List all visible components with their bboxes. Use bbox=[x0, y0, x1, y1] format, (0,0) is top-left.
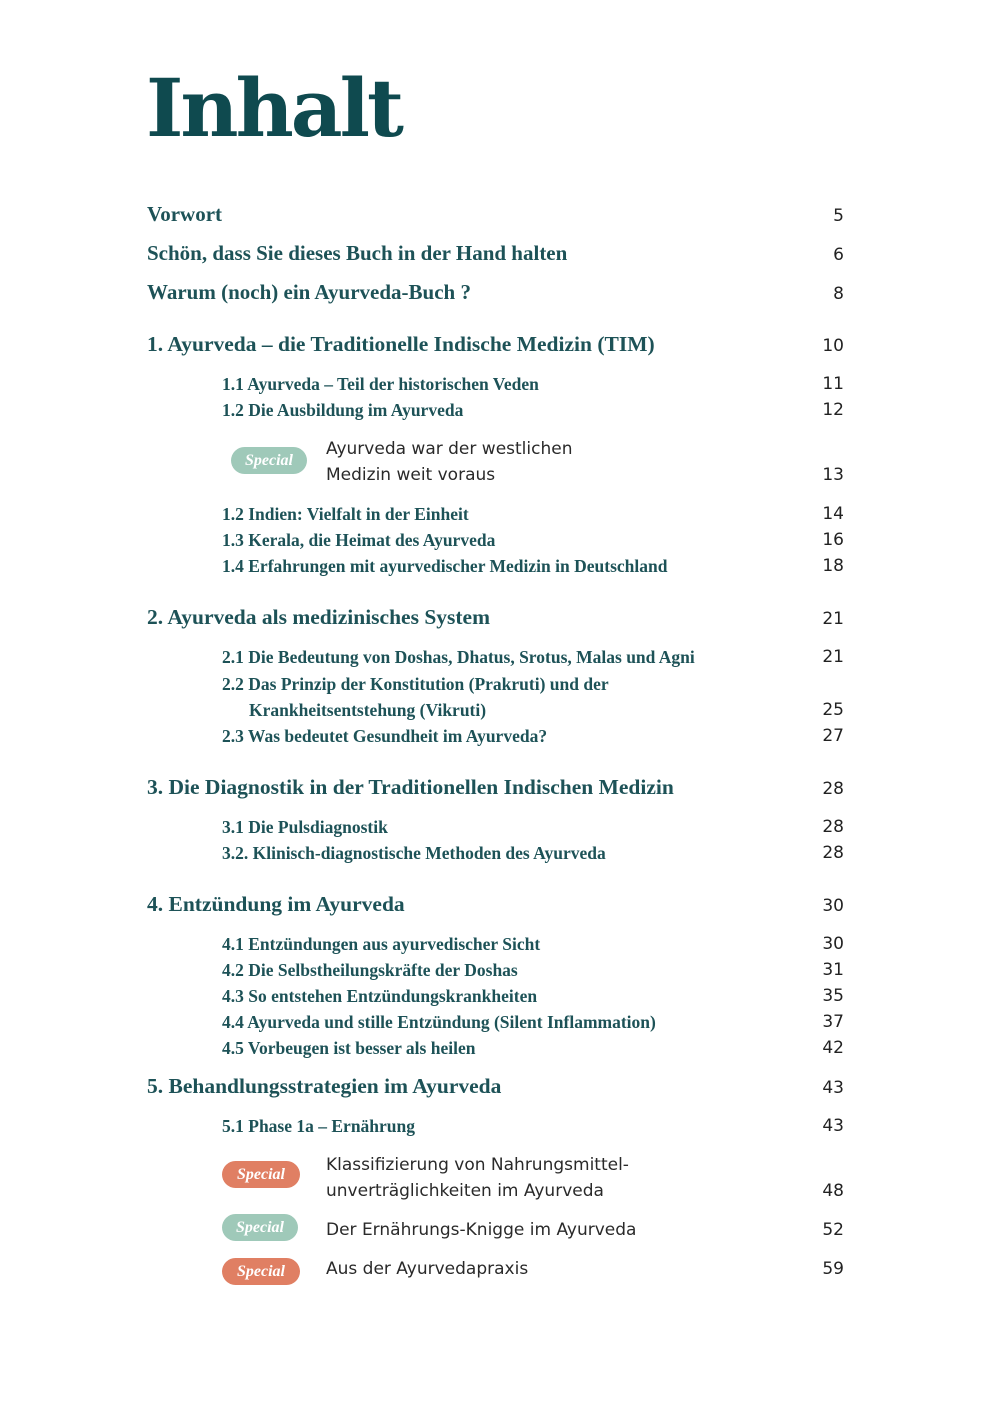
toc-section[interactable] bbox=[0, 1009, 993, 1037]
section-label: 2.2 Das Prinzip der Konstitution (Prakruti) und der bbox=[222, 674, 609, 694]
section-page: 14 bbox=[822, 504, 844, 524]
section-label: 4.5 Vorbeugen ist besser als heilen bbox=[222, 1038, 476, 1058]
toc-entry-label: Vorwort bbox=[147, 202, 223, 226]
toc-section[interactable] bbox=[0, 814, 993, 842]
toc-section[interactable] bbox=[0, 644, 993, 672]
section-page: 28 bbox=[822, 843, 844, 863]
toc-section[interactable] bbox=[0, 671, 993, 699]
toc-section[interactable] bbox=[0, 957, 993, 985]
section-label: Krankheitsentstehung (Vikruti) bbox=[249, 700, 487, 720]
section-page: 11 bbox=[822, 374, 844, 394]
toc-special-line[interactable] bbox=[0, 1256, 993, 1284]
section-page: 16 bbox=[822, 530, 844, 550]
special-page: 48 bbox=[822, 1181, 844, 1201]
chapter-page: 43 bbox=[822, 1078, 844, 1098]
toc-entry-warum[interactable] bbox=[0, 279, 993, 307]
special-label: Der Ernährungs-Knigge im Ayurveda bbox=[326, 1220, 637, 1240]
toc-section[interactable] bbox=[0, 527, 993, 555]
section-page: 25 bbox=[822, 700, 844, 720]
section-page: 42 bbox=[822, 1038, 844, 1058]
page-title: Inhalt bbox=[146, 61, 401, 155]
toc-special-line[interactable] bbox=[0, 462, 993, 490]
toc-entry-label: Schön, dass Sie dieses Buch in der Hand halten bbox=[147, 241, 568, 265]
section-page: 12 bbox=[822, 400, 844, 420]
section-label: 1.2 Indien: Vielfalt in der Einheit bbox=[222, 504, 469, 524]
special-badge: Special bbox=[222, 1214, 298, 1241]
section-page: 31 bbox=[822, 960, 844, 980]
special-label: unverträglichkeiten im Ayurveda bbox=[326, 1181, 604, 1201]
section-label: 1.3 Kerala, die Heimat des Ayurveda bbox=[222, 530, 496, 550]
special-label: Medizin weit voraus bbox=[326, 465, 496, 485]
toc-chapter-4[interactable] bbox=[0, 891, 993, 919]
section-label: 4.4 Ayurveda und stille Entzündung (Silent Inflammation) bbox=[222, 1012, 656, 1032]
chapter-label: 4. Entzündung im Ayurveda bbox=[147, 892, 405, 916]
toc-section[interactable] bbox=[0, 1035, 993, 1063]
toc-special-line[interactable] bbox=[0, 1152, 993, 1180]
toc-entry-label: Warum (noch) ein Ayurveda-Buch ? bbox=[147, 280, 471, 304]
chapter-page: 30 bbox=[822, 896, 844, 916]
special-page: 59 bbox=[822, 1259, 844, 1279]
special-label: Klassifizierung von Nahrungsmittel- bbox=[326, 1155, 629, 1175]
section-page: 35 bbox=[822, 986, 844, 1006]
toc-entry-page: 5 bbox=[833, 206, 844, 226]
chapter-label: 1. Ayurveda – die Traditionelle Indische Medizin (TIM) bbox=[147, 332, 655, 356]
toc-section[interactable] bbox=[0, 723, 993, 751]
section-page: 18 bbox=[822, 556, 844, 576]
toc-chapter-1[interactable] bbox=[0, 331, 993, 359]
toc-special-line[interactable] bbox=[0, 436, 993, 464]
toc-section[interactable] bbox=[0, 501, 993, 529]
chapter-label: 3. Die Diagnostik in der Traditionellen Indischen Medizin bbox=[147, 775, 674, 799]
toc-section[interactable] bbox=[0, 840, 993, 868]
chapter-page: 10 bbox=[822, 336, 844, 356]
toc-entry-page: 8 bbox=[833, 284, 844, 304]
toc-entry-page: 6 bbox=[833, 245, 844, 265]
toc-entry-vorwort[interactable] bbox=[0, 201, 993, 229]
toc-section[interactable] bbox=[0, 931, 993, 959]
section-label: 1.1 Ayurveda – Teil der historischen Veden bbox=[222, 374, 539, 394]
toc-section[interactable] bbox=[0, 553, 993, 581]
section-page: 27 bbox=[822, 726, 844, 746]
section-label: 3.2. Klinisch-diagnostische Methoden des Ayurveda bbox=[222, 843, 606, 863]
toc-section[interactable] bbox=[0, 397, 993, 425]
special-badge: Special bbox=[231, 447, 307, 474]
section-page: 43 bbox=[822, 1116, 844, 1136]
section-label: 3.1 Die Pulsdiagnostik bbox=[222, 817, 388, 837]
section-page: 30 bbox=[822, 934, 844, 954]
chapter-label: 2. Ayurveda als medizinisches System bbox=[147, 605, 491, 629]
chapter-page: 21 bbox=[822, 609, 844, 629]
section-label: 2.3 Was bedeutet Gesundheit im Ayurveda? bbox=[222, 726, 548, 746]
special-label: Aus der Ayurvedapraxis bbox=[326, 1259, 529, 1279]
chapter-label: 5. Behandlungsstrategien im Ayurveda bbox=[147, 1074, 502, 1098]
section-label: 1.4 Erfahrungen mit ayurvedischer Medizin in Deutschland bbox=[222, 556, 668, 576]
toc-chapter-2[interactable] bbox=[0, 604, 993, 632]
toc-section-continued[interactable] bbox=[0, 697, 993, 725]
section-label: 5.1 Phase 1a – Ernährung bbox=[222, 1116, 416, 1136]
toc-section[interactable] bbox=[0, 1113, 993, 1141]
toc-section[interactable] bbox=[0, 983, 993, 1011]
section-label: 4.2 Die Selbstheilungskräfte der Doshas bbox=[222, 960, 518, 980]
section-label: 4.3 So entstehen Entzündungskrankheiten bbox=[222, 986, 538, 1006]
section-page: 37 bbox=[822, 1012, 844, 1032]
chapter-page: 28 bbox=[822, 779, 844, 799]
special-label: Ayurveda war der westlichen bbox=[326, 439, 573, 459]
toc-special-line[interactable] bbox=[0, 1217, 993, 1245]
special-badge: Special bbox=[222, 1258, 300, 1285]
special-page: 13 bbox=[822, 465, 844, 485]
toc-section[interactable] bbox=[0, 371, 993, 399]
section-label: 1.2 Die Ausbildung im Ayurveda bbox=[222, 400, 464, 420]
toc-entry-schoen[interactable] bbox=[0, 240, 993, 268]
toc-chapter-5[interactable] bbox=[0, 1073, 993, 1101]
section-label: 4.1 Entzündungen aus ayurvedischer Sicht bbox=[222, 934, 541, 954]
toc-chapter-3[interactable] bbox=[0, 774, 993, 802]
special-badge: Special bbox=[222, 1161, 300, 1188]
section-page: 28 bbox=[822, 817, 844, 837]
toc-special-line[interactable] bbox=[0, 1178, 993, 1206]
special-page: 52 bbox=[822, 1220, 844, 1240]
section-page: 21 bbox=[822, 647, 844, 667]
section-label: 2.1 Die Bedeutung von Doshas, Dhatus, Srotus, Malas und Agni bbox=[222, 647, 695, 667]
